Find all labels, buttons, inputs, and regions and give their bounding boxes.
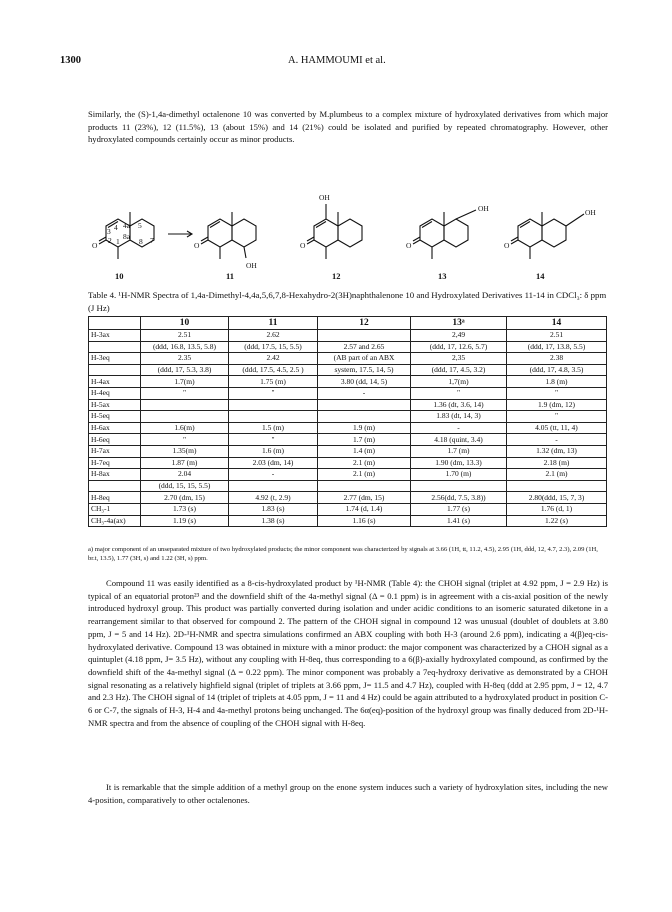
table-cell [318,480,411,492]
table-row [89,480,607,492]
atom-label-4: 4 [114,223,118,232]
atom-label-2: 2 [108,236,112,245]
row-label: CH₃-1 [89,503,141,515]
row-label: H-5ax [89,399,141,411]
table-cell: 1.77 (s) [411,503,507,515]
column-header [89,317,141,330]
table-cell: 1.87 (m) [141,457,229,469]
atom-label-7: 7 [150,236,154,245]
table-cell: 1.6 (m) [229,445,318,457]
table-cell: (AB part of an ABX [318,353,411,365]
row-label: H-6ax [89,422,141,434]
hydroxyl-label: OH [478,204,489,213]
table-cell: 1.38 (s) [229,515,318,527]
hydroxyl-label: OH [319,193,330,202]
table-cell: 1.4 (m) [318,445,411,457]
table-cell: 1.70 (m) [411,469,507,481]
table-cell: 2.62 [229,330,318,342]
oxygen-label: O [406,241,412,250]
table-cell [229,411,318,423]
body-paragraph: Compound 11 was easily identified as a 8-cis-hydroxylated product by ¹H-NMR (Table 4): the CHOH signal (triplet at 4.92 ppm, J = 2.9 Hz) is typical of an equatorial proton²³ and the downfield shift of the 4a-methyl signal (Δ = 0.1 ppm) is in agreement with a cis-axial position of the newly introduced hydroxyl group. This product was partially converted during isolation and under acidic conditions to an isomeric saturated diketone in a rearrangement similar to that observed for compound 2. The pattern of the CHOH signal in compound 12 was unusual (doublet of doublets at 3.80 ppm, J = 5 and 14 Hz). 2D-¹H-NMR and spectra simulations confirmed an ABX coupling with both H-3 (around 2.6 ppm), indicating a 4(β)eq-cis-hydroxylated derivative. Compound 13 was obtained in mixture with a minor product: the major component was characterized by a CHOH signal as a quintuplet (4.18 ppm, J= 3.5 Hz), without any coupling with H-8eq, thus corresponding to a 6(β)-axially hydroxylated compound, as confirmed by the downfield shift of the 4a-methyl signal (Δ = 0.22 ppm). The minor component was probably a 7eq-hydroxy derivative as demonstrated by a CHOH signal resonating as a relatively highfield signal (triplet of triplets at 3.66 ppm, J= 11.5 and 4.7 Hz), coupled with H-8eq (ddd at 2.95 ppm, J = 12, 4.7 and 2.3 Hz). The CHOH signal of 14 (triplet of triplets at 4.05 ppm, J = 11 and 4 Hz) could be again attributed to a hydroxylated product in position C-6 or C-7, the signals of H-3, H-4 and 4a-methyl protons being unchanged. The 6α(eq)-position of the hydroxyl group was finally deduced from 2D-¹H-NMR spectra and from the absence of coupling of the CHOH signal with H-8eq. [88,578,608,728]
table-cell: 1.75 (m) [229,376,318,388]
table-cell: 4.92 (t, 2.9) [229,492,318,504]
table-cell: " [229,434,318,446]
oxygen-label: O [300,241,306,250]
table-cell: 1.76 (d, 1) [507,503,607,515]
table-cell: 1.19 (s) [141,515,229,527]
atom-label-1: 1 [116,237,120,246]
table-cell [141,411,229,423]
table-cell: 2.56(dd, 7.5, 3.8)) [411,492,507,504]
table-cell: - [411,422,507,434]
table-cell: " [229,387,318,399]
row-label: H-8ax [89,469,141,481]
table-cell: 1.36 (dt, 3.6, 14) [411,399,507,411]
table-cell: 1.74 (d, 1.4) [318,503,411,515]
table-cell: - [318,387,411,399]
table-cell: 1.32 (dm, 13) [507,445,607,457]
table-cell: 1.41 (s) [411,515,507,527]
table-cell: 4.18 (quint, 3.4) [411,434,507,446]
table-cell: " [141,387,229,399]
table-cell: 1.5 (m) [229,422,318,434]
table-cell: 2,49 [411,330,507,342]
table-cell: 2.03 (dm, 14) [229,457,318,469]
table-cell: 1.35(m) [141,445,229,457]
table-row [89,422,607,434]
table-caption: Table 4. ¹H-NMR Spectra of 1,4a-Dimethyl-4,4a,5,6,7,8-Hexahydro-2(3H)naphthalenone 10 and Hydroxylated Derivatives 11-14 in CDCl₃: δ ppm (J Hz) [88,290,607,313]
closing-paragraph: It is remarkable that the simple addition of a methyl group on the enone system induces such a variety of hydroxylation sites, including the new 4-position, comparatively to other octalenones. [88,782,608,805]
table-cell: 1.8 (m) [507,376,607,388]
table-cell: 1.7 (m) [318,434,411,446]
table-row [89,411,607,423]
table-row [89,341,607,353]
row-label: H-7eq [89,457,141,469]
structure-12 [307,204,362,259]
table-cell: 2,35 [411,353,507,365]
atom-label-4a: 4a [123,221,131,230]
table-row [89,469,607,481]
column-header: 10 [141,317,229,330]
column-header: 13ᵃ [411,317,507,330]
table-cell: 2.18 (m) [507,457,607,469]
table-cell [229,399,318,411]
atom-label-3: 3 [107,227,111,236]
table-cell: (ddd, 15, 15, 5.5) [141,480,229,492]
compound-label-11: 11 [226,271,235,281]
row-label: H-3ax [89,330,141,342]
table-row [89,353,607,365]
row-label: H-4eq [89,387,141,399]
table-row [89,387,607,399]
table-cell [318,399,411,411]
column-header: 12 [318,317,411,330]
table-row [89,515,607,527]
table-cell: 1.83 (dt, 14, 3) [411,411,507,423]
table-row [89,445,607,457]
compound-label-14: 14 [536,271,545,281]
reaction-scheme [88,186,608,286]
table-cell: 2.35 [141,353,229,365]
table-row [89,330,607,342]
row-label [89,364,141,376]
atom-label-5: 5 [138,221,142,230]
table-cell [229,480,318,492]
table-cell: 2.51 [141,330,229,342]
oxygen-label: O [504,241,510,250]
table-cell [411,480,507,492]
table-cell: " [507,411,607,423]
table-cell: (ddd, 16.8, 13.5, 5.8) [141,341,229,353]
table-cell [141,399,229,411]
page-number: 1300 [60,55,81,66]
table-cell: " [141,434,229,446]
table-cell: 2.77 (dm, 15) [318,492,411,504]
oxygen-label: O [194,241,200,250]
row-label: CH₃-4a(ax) [89,515,141,527]
table-row [89,457,607,469]
table-cell: 1.16 (s) [318,515,411,527]
table-row [89,399,607,411]
table-cell [318,330,411,342]
table-cell: system, 17.5, 14, 5) [318,364,411,376]
nmr-table [88,316,607,527]
table-cell: - [229,469,318,481]
table-cell: (ddd, 17, 4.8, 3.5) [507,364,607,376]
table-cell: 1.90 (dm, 13.3) [411,457,507,469]
table-row [89,492,607,504]
structure-13 [413,210,476,259]
table-cell: - [507,434,607,446]
table-cell: 1,7(m) [411,376,507,388]
table-cell: 1.83 (s) [229,503,318,515]
table-cell: 2.1 (m) [318,469,411,481]
table-row [89,376,607,388]
atom-label-8a: 8a [123,232,131,241]
table-cell: 2.1 (m) [507,469,607,481]
table-cell: 1.73 (s) [141,503,229,515]
table-row [89,364,607,376]
hydroxyl-label: OH [246,261,257,270]
table-cell: 2.1 (m) [318,457,411,469]
table-header-row [89,317,607,330]
table-cell: 2.57 and 2.65 [318,341,411,353]
row-label: H-4ax [89,376,141,388]
table-cell: 1.22 (s) [507,515,607,527]
table-cell: (ddd, 17, 4.5, 3.2) [411,364,507,376]
row-label: H-6eq [89,434,141,446]
table-cell: (ddd, 17.5, 15, 5.5) [229,341,318,353]
structure-14 [511,212,584,259]
column-header: 11 [229,317,318,330]
table-footnote: a) major component of an unseparated mixture of two hydroxylated products; the minor component was characterized by signals at 3.66 (1H, tt, 11.2, 4.5), 2.95 (1H, ddd, 12, 4.7, 2.3), 2.09 (1H, br.t, 13.5), 1.77 (3H, s) and 1.22 (3H, s) ppm. [88,546,598,562]
table-cell: 3.80 (dd, 14, 5) [318,376,411,388]
oxygen-label: O [92,241,98,250]
table-cell [318,411,411,423]
intro-paragraph: Similarly, the (S)-1,4a-dimethyl octalenone 10 was converted by M.plumbeus to a complex mixture of hydroxylated derivatives from which major products 11 (23%), 12 (11.5%), 13 (about 15%) and 14 (21%) could be isolated and purified by repeated chromatography. However, other hydroxylated compounds certainly occur as minor products. [88,109,608,145]
table-cell: (ddd, 17, 12.6, 5.7) [411,341,507,353]
table-cell: 2.38 [507,353,607,365]
table-cell: 2.70 (dm, 15) [141,492,229,504]
row-label: H-8eq [89,492,141,504]
row-label [89,341,141,353]
table-cell: " [507,387,607,399]
table-cell: 2.80(ddd, 15, 7, 3) [507,492,607,504]
row-label: H-7ax [89,445,141,457]
structure-11 [201,212,256,259]
table-cell: (ddd, 17, 13.8, 5.5) [507,341,607,353]
column-header: 14 [507,317,607,330]
table-cell: " [411,387,507,399]
table-cell [507,480,607,492]
table-cell: (ddd, 17.5, 4.5, 2.5 ) [229,364,318,376]
compound-label-12: 12 [332,271,341,281]
table-cell: 2.51 [507,330,607,342]
compound-label-10: 10 [115,271,124,281]
table-cell: 1.7(m) [141,376,229,388]
compound-label-13: 13 [438,271,447,281]
running-header: A. HAMMOUMI et al. [288,55,386,66]
table-cell: 2.04 [141,469,229,481]
table-cell: 1.6(m) [141,422,229,434]
table-cell: 1.9 (m) [318,422,411,434]
row-label [89,480,141,492]
row-label: H-5eq [89,411,141,423]
table-cell: 1.9 (dm, 12) [507,399,607,411]
hydroxyl-label: OH [585,208,596,217]
table-cell: 2.42 [229,353,318,365]
table-cell: 1.7 (m) [411,445,507,457]
table-cell: (ddd, 17, 5.3, 3.8) [141,364,229,376]
table-cell: 4.05 (tt, 11, 4) [507,422,607,434]
atom-label-8: 8 [139,237,143,246]
table-row [89,503,607,515]
table-row [89,434,607,446]
row-label: H-3eq [89,353,141,365]
